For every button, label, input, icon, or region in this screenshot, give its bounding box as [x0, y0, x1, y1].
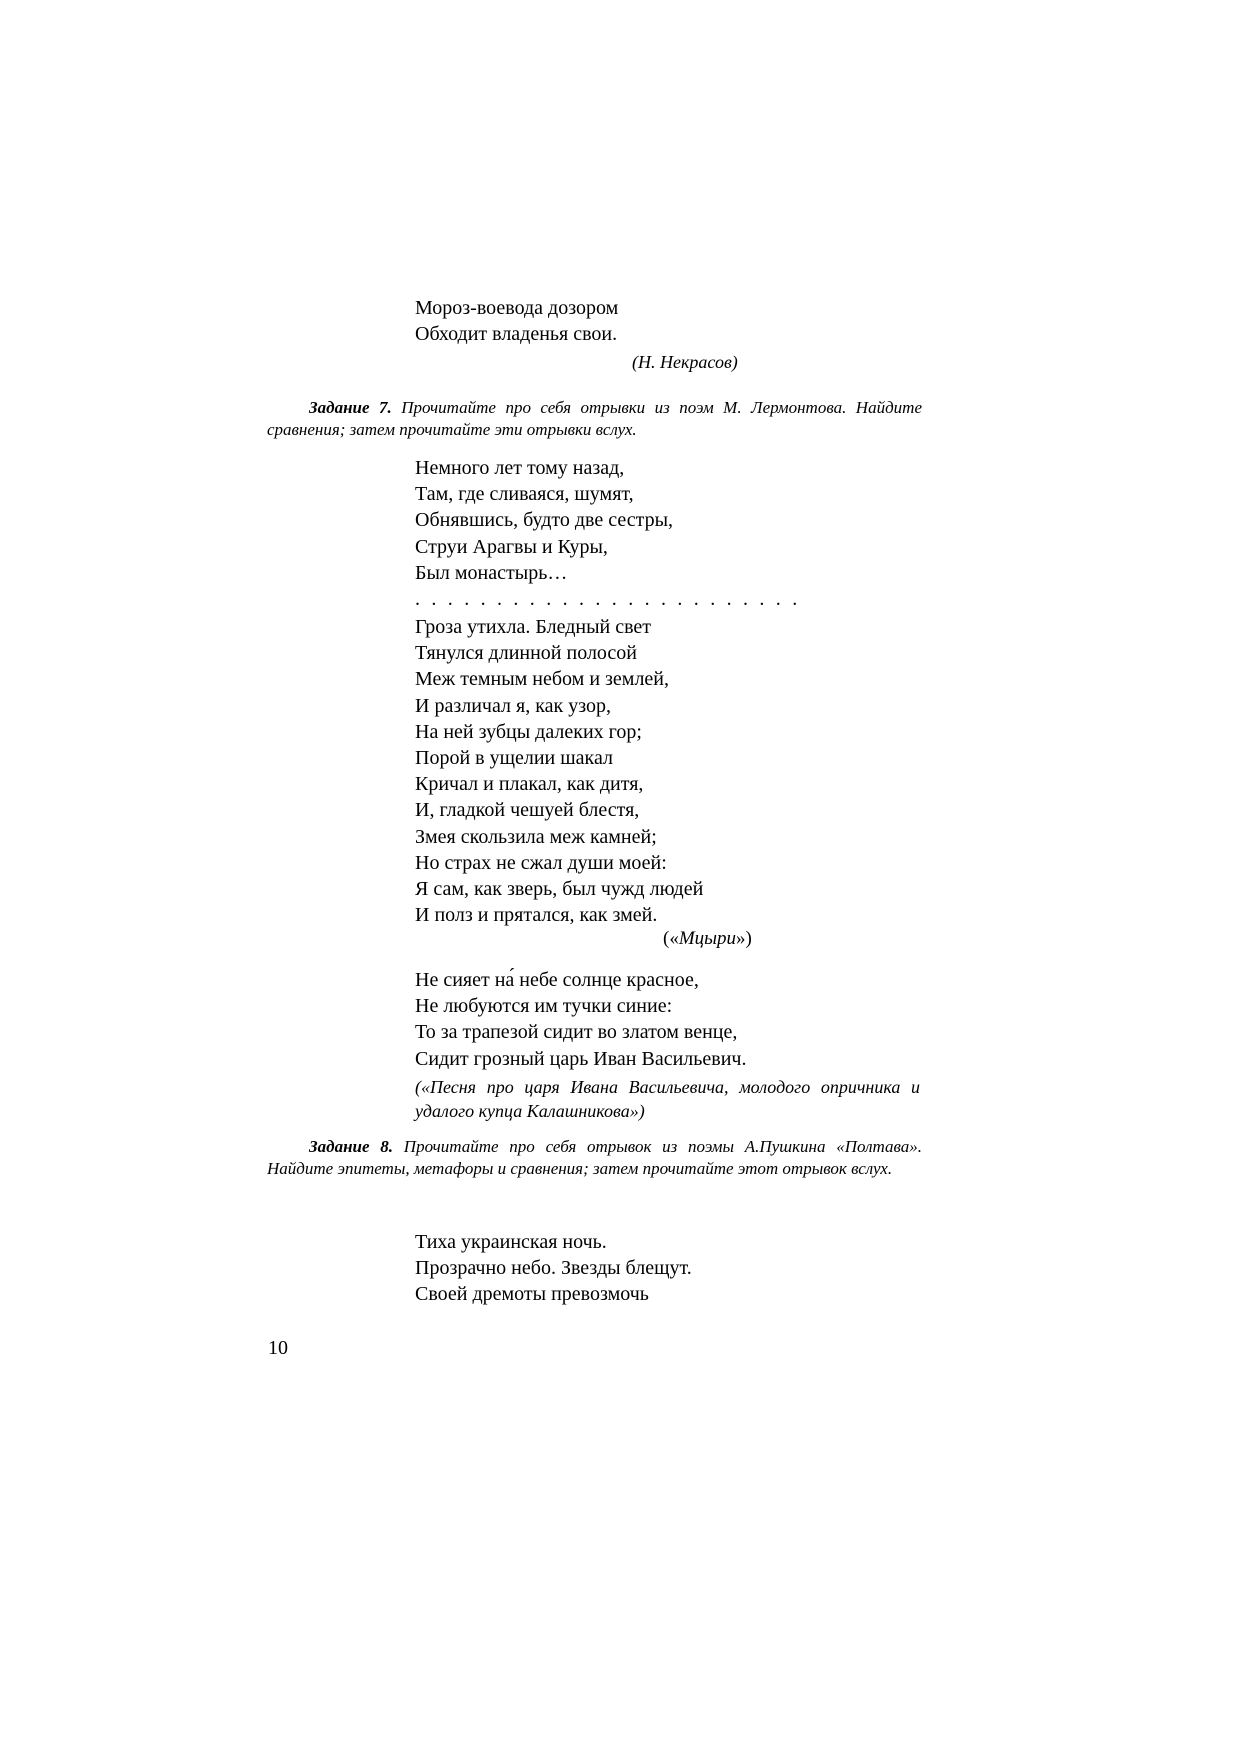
verse-line: Своей дремоты превозмочь [415, 1283, 649, 1306]
mtsyri-verse-part-1 [415, 455, 673, 586]
ellipsis-dots: . . . . . . . . . . . . . . . . . . . . . . . . [415, 588, 801, 610]
page-number: 10 [268, 1337, 288, 1359]
verse-line: Но страх не сжал души моей: [415, 851, 667, 874]
verse-line: Немного лет тому назад, [415, 457, 625, 479]
verse-line: Порой в ущелии шакал [415, 747, 613, 770]
verse-line: То за трапезой сидит во златом венце, [415, 1021, 738, 1044]
task-8-text: Прочитайте про себя отрывок из поэмы А.Пушкина «Полтава». Найдите эпитеты, метафоры и сравнения; затем прочитайте этот отрывок вслух. [267, 1137, 922, 1178]
task-7 [267, 397, 922, 441]
verse-line: Обнявшись, будто две сестры, [415, 509, 674, 532]
verse-line: Сидит грозный царь Иван Васильевич. [415, 1047, 747, 1070]
song-verse [415, 967, 747, 1072]
verse-line: Змея скользила меж камней; [415, 825, 657, 848]
nekrasov-verse [415, 295, 618, 347]
verse-line: Я сам, как зверь, был чужд людей [415, 878, 704, 901]
task-8-label: Задание 8. [309, 1137, 394, 1156]
verse-line: Кричал и плакал, как дитя, [415, 773, 644, 796]
song-attribution: («Песня про царя Ивана Васильевича, молодого опричника и удалого купца Калашникова») [415, 1077, 920, 1121]
verse-line: Струи Арагвы и Куры, [415, 535, 608, 558]
verse-line: И полз и прятался, как змей. [415, 904, 658, 927]
verse-line: Обходит владенья свои. [415, 323, 618, 346]
verse-line: Там, где сливаяся, шумят, [415, 483, 634, 506]
task-8 [267, 1136, 922, 1180]
verse-line: Тянулся длинной полосой [415, 642, 638, 665]
task-7-text: Прочитайте про себя отрывки из поэм М. Лермонтова. Найдите сравнения; затем прочитайте эти отрывки вслух. [267, 398, 923, 439]
verse-line: И, гладкой чешуей блестя, [415, 799, 640, 822]
verse-line: Мороз-воевода дозором [415, 297, 619, 319]
nekrasov-attribution: (Н. Некрасов) [632, 352, 738, 372]
mtsyri-verse-part-2 [415, 614, 703, 928]
verse-line: Меж темным небом и землей, [415, 668, 670, 691]
verse-line: Прозрачно небо. Звезды блещут. [415, 1257, 692, 1280]
verse-line: Не сияет на́ небе солнце красное, [415, 969, 699, 991]
poltava-verse [415, 1229, 692, 1308]
verse-line: Гроза утихла. Бледный свет [415, 616, 652, 638]
verse-line: Не любуются им тучки синие: [415, 995, 673, 1018]
verse-line: Был монастырь… [415, 561, 568, 584]
verse-line: И различал я, как узор, [415, 694, 611, 717]
verse-line: Тиха украинская ночь. [415, 1231, 607, 1253]
task-7-label: Задание 7. [309, 398, 392, 417]
verse-line: На ней зубцы далеких гор; [415, 720, 642, 743]
mtsyri-attribution: («Мцыри») [663, 928, 752, 949]
